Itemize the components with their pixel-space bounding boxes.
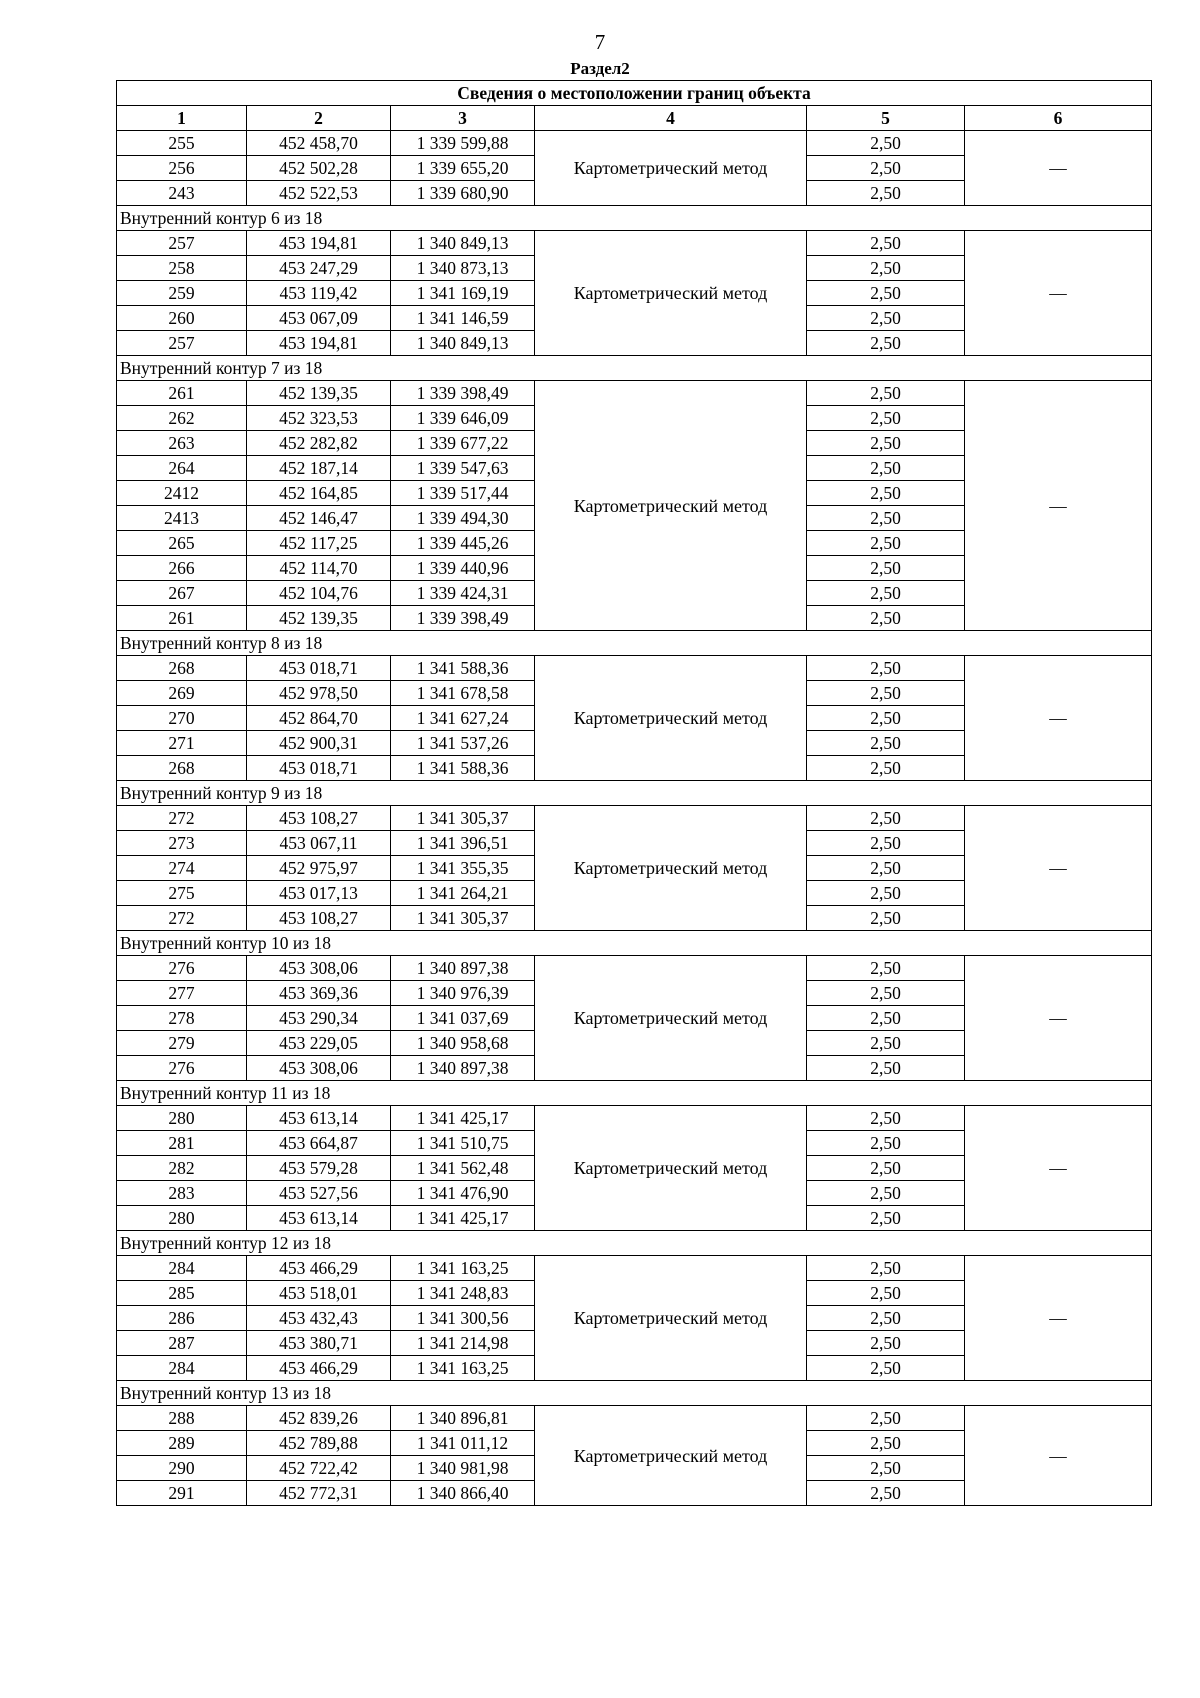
accuracy-cell: 2,50 xyxy=(807,131,965,156)
table-row xyxy=(117,656,1152,681)
point-number-cell: 286 xyxy=(117,1306,247,1331)
coordinate-y-cell: 1 340 958,68 xyxy=(391,1031,535,1056)
coordinate-y-cell: 1 341 169,19 xyxy=(391,281,535,306)
method-cell: Картометрический метод xyxy=(535,381,807,631)
point-number-cell: 264 xyxy=(117,456,247,481)
coordinate-x-cell: 452 114,70 xyxy=(247,556,391,581)
accuracy-cell: 2,50 xyxy=(807,1181,965,1206)
coordinate-x-cell: 453 369,36 xyxy=(247,981,391,1006)
accuracy-cell: 2,50 xyxy=(807,281,965,306)
column-number-row xyxy=(117,106,1152,131)
coordinate-x-cell: 453 432,43 xyxy=(247,1306,391,1331)
table-row xyxy=(117,1106,1152,1131)
contour-header-row xyxy=(117,1231,1152,1256)
accuracy-cell: 2,50 xyxy=(807,531,965,556)
point-number-cell: 256 xyxy=(117,156,247,181)
coordinate-y-cell: 1 341 588,36 xyxy=(391,656,535,681)
accuracy-cell: 2,50 xyxy=(807,1131,965,1156)
coordinate-y-cell: 1 341 425,17 xyxy=(391,1206,535,1231)
coordinate-y-cell: 1 341 305,37 xyxy=(391,806,535,831)
table-caption: Сведения о местоположении границ объекта xyxy=(117,81,1152,106)
accuracy-cell: 2,50 xyxy=(807,806,965,831)
coordinate-y-cell: 1 341 588,36 xyxy=(391,756,535,781)
coordinate-x-cell: 453 518,01 xyxy=(247,1281,391,1306)
coordinate-x-cell: 452 900,31 xyxy=(247,731,391,756)
point-number-cell: 274 xyxy=(117,856,247,881)
accuracy-cell: 2,50 xyxy=(807,1256,965,1281)
coordinate-x-cell: 452 722,42 xyxy=(247,1456,391,1481)
accuracy-cell: 2,50 xyxy=(807,406,965,431)
point-number-cell: 290 xyxy=(117,1456,247,1481)
point-number-cell: 255 xyxy=(117,131,247,156)
coordinate-x-cell: 452 187,14 xyxy=(247,456,391,481)
point-number-cell: 262 xyxy=(117,406,247,431)
column-number-6: 6 xyxy=(965,106,1152,131)
accuracy-cell: 2,50 xyxy=(807,1106,965,1131)
contour-title: Внутренний контур 9 из 18 xyxy=(117,781,1152,806)
coordinate-y-cell: 1 339 677,22 xyxy=(391,431,535,456)
point-number-cell: 258 xyxy=(117,256,247,281)
coordinate-x-cell: 452 978,50 xyxy=(247,681,391,706)
coordinate-y-cell: 1 341 163,25 xyxy=(391,1256,535,1281)
coordinate-y-cell: 1 341 037,69 xyxy=(391,1006,535,1031)
coordinate-y-cell: 1 341 355,35 xyxy=(391,856,535,881)
point-number-cell: 268 xyxy=(117,756,247,781)
table-row xyxy=(117,381,1152,406)
contour-header-row xyxy=(117,931,1152,956)
accuracy-cell: 2,50 xyxy=(807,681,965,706)
column-6-cell: — xyxy=(965,806,1152,931)
method-cell: Картометрический метод xyxy=(535,1256,807,1381)
point-number-cell: 278 xyxy=(117,1006,247,1031)
coordinate-y-cell: 1 340 897,38 xyxy=(391,956,535,981)
accuracy-cell: 2,50 xyxy=(807,481,965,506)
coordinate-x-cell: 452 139,35 xyxy=(247,381,391,406)
coordinate-y-cell: 1 340 849,13 xyxy=(391,231,535,256)
accuracy-cell: 2,50 xyxy=(807,756,965,781)
accuracy-cell: 2,50 xyxy=(807,1206,965,1231)
coordinate-x-cell: 452 139,35 xyxy=(247,606,391,631)
coordinate-y-cell: 1 341 305,37 xyxy=(391,906,535,931)
point-number-cell: 261 xyxy=(117,606,247,631)
accuracy-cell: 2,50 xyxy=(807,331,965,356)
accuracy-cell: 2,50 xyxy=(807,1406,965,1431)
coordinate-x-cell: 452 502,28 xyxy=(247,156,391,181)
coordinate-y-cell: 1 341 562,48 xyxy=(391,1156,535,1181)
point-number-cell: 268 xyxy=(117,656,247,681)
coordinate-x-cell: 452 789,88 xyxy=(247,1431,391,1456)
boundary-coordinates-table xyxy=(116,80,1152,1506)
table-body xyxy=(117,81,1152,1506)
table-row xyxy=(117,1256,1152,1281)
point-number-cell: 275 xyxy=(117,881,247,906)
method-cell: Картометрический метод xyxy=(535,806,807,931)
coordinate-y-cell: 1 341 678,58 xyxy=(391,681,535,706)
accuracy-cell: 2,50 xyxy=(807,956,965,981)
accuracy-cell: 2,50 xyxy=(807,1281,965,1306)
contour-title: Внутренний контур 13 из 18 xyxy=(117,1381,1152,1406)
accuracy-cell: 2,50 xyxy=(807,1356,965,1381)
contour-header-row xyxy=(117,206,1152,231)
coordinate-x-cell: 453 466,29 xyxy=(247,1356,391,1381)
accuracy-cell: 2,50 xyxy=(807,1031,965,1056)
table-row xyxy=(117,956,1152,981)
point-number-cell: 281 xyxy=(117,1131,247,1156)
point-number-cell: 287 xyxy=(117,1331,247,1356)
coordinate-x-cell: 453 067,09 xyxy=(247,306,391,331)
coordinate-y-cell: 1 341 425,17 xyxy=(391,1106,535,1131)
coordinate-x-cell: 452 975,97 xyxy=(247,856,391,881)
point-number-cell: 2413 xyxy=(117,506,247,531)
contour-title: Внутренний контур 6 из 18 xyxy=(117,206,1152,231)
contour-header-row xyxy=(117,1381,1152,1406)
coordinate-x-cell: 452 864,70 xyxy=(247,706,391,731)
accuracy-cell: 2,50 xyxy=(807,506,965,531)
coordinate-y-cell: 1 339 655,20 xyxy=(391,156,535,181)
accuracy-cell: 2,50 xyxy=(807,1056,965,1081)
coordinate-x-cell: 453 229,05 xyxy=(247,1031,391,1056)
coordinate-y-cell: 1 341 248,83 xyxy=(391,1281,535,1306)
point-number-cell: 282 xyxy=(117,1156,247,1181)
point-number-cell: 273 xyxy=(117,831,247,856)
coordinate-x-cell: 453 194,81 xyxy=(247,231,391,256)
column-number-5: 5 xyxy=(807,106,965,131)
coordinate-y-cell: 1 339 517,44 xyxy=(391,481,535,506)
coordinate-y-cell: 1 341 264,21 xyxy=(391,881,535,906)
accuracy-cell: 2,50 xyxy=(807,381,965,406)
coordinate-y-cell: 1 340 981,98 xyxy=(391,1456,535,1481)
coordinate-x-cell: 453 527,56 xyxy=(247,1181,391,1206)
point-number-cell: 257 xyxy=(117,231,247,256)
point-number-cell: 257 xyxy=(117,331,247,356)
point-number-cell: 272 xyxy=(117,806,247,831)
point-number-cell: 276 xyxy=(117,1056,247,1081)
contour-title: Внутренний контур 7 из 18 xyxy=(117,356,1152,381)
coordinate-y-cell: 1 339 547,63 xyxy=(391,456,535,481)
coordinate-x-cell: 453 018,71 xyxy=(247,756,391,781)
contour-header-row xyxy=(117,781,1152,806)
accuracy-cell: 2,50 xyxy=(807,1456,965,1481)
coordinate-x-cell: 452 458,70 xyxy=(247,131,391,156)
coordinate-x-cell: 452 522,53 xyxy=(247,181,391,206)
coordinate-x-cell: 453 613,14 xyxy=(247,1106,391,1131)
coordinate-y-cell: 1 341 011,12 xyxy=(391,1431,535,1456)
coordinate-x-cell: 452 323,53 xyxy=(247,406,391,431)
accuracy-cell: 2,50 xyxy=(807,656,965,681)
coordinate-x-cell: 452 164,85 xyxy=(247,481,391,506)
coordinate-y-cell: 1 341 627,24 xyxy=(391,706,535,731)
coordinate-x-cell: 453 018,71 xyxy=(247,656,391,681)
coordinate-y-cell: 1 341 537,26 xyxy=(391,731,535,756)
point-number-cell: 279 xyxy=(117,1031,247,1056)
coordinate-x-cell: 453 664,87 xyxy=(247,1131,391,1156)
accuracy-cell: 2,50 xyxy=(807,731,965,756)
method-cell: Картометрический метод xyxy=(535,656,807,781)
method-cell: Картометрический метод xyxy=(535,131,807,206)
accuracy-cell: 2,50 xyxy=(807,1331,965,1356)
column-6-cell: — xyxy=(965,1256,1152,1381)
coordinate-x-cell: 453 466,29 xyxy=(247,1256,391,1281)
table-caption-row xyxy=(117,81,1152,106)
contour-title: Внутренний контур 10 из 18 xyxy=(117,931,1152,956)
column-6-cell: — xyxy=(965,956,1152,1081)
coordinate-x-cell: 453 067,11 xyxy=(247,831,391,856)
accuracy-cell: 2,50 xyxy=(807,906,965,931)
coordinate-x-cell: 453 308,06 xyxy=(247,956,391,981)
coordinate-x-cell: 453 194,81 xyxy=(247,331,391,356)
point-number-cell: 280 xyxy=(117,1106,247,1131)
accuracy-cell: 2,50 xyxy=(807,1006,965,1031)
point-number-cell: 243 xyxy=(117,181,247,206)
accuracy-cell: 2,50 xyxy=(807,856,965,881)
accuracy-cell: 2,50 xyxy=(807,231,965,256)
point-number-cell: 272 xyxy=(117,906,247,931)
point-number-cell: 266 xyxy=(117,556,247,581)
coordinate-x-cell: 453 613,14 xyxy=(247,1206,391,1231)
coordinate-x-cell: 453 108,27 xyxy=(247,906,391,931)
accuracy-cell: 2,50 xyxy=(807,456,965,481)
accuracy-cell: 2,50 xyxy=(807,1306,965,1331)
coordinate-x-cell: 453 017,13 xyxy=(247,881,391,906)
column-6-cell: — xyxy=(965,381,1152,631)
accuracy-cell: 2,50 xyxy=(807,1156,965,1181)
point-number-cell: 270 xyxy=(117,706,247,731)
point-number-cell: 285 xyxy=(117,1281,247,1306)
point-number-cell: 260 xyxy=(117,306,247,331)
coordinate-x-cell: 453 579,28 xyxy=(247,1156,391,1181)
point-number-cell: 263 xyxy=(117,431,247,456)
coordinate-y-cell: 1 341 163,25 xyxy=(391,1356,535,1381)
point-number-cell: 280 xyxy=(117,1206,247,1231)
method-cell: Картометрический метод xyxy=(535,1106,807,1231)
point-number-cell: 261 xyxy=(117,381,247,406)
page-number: 7 xyxy=(594,30,606,54)
column-number-1: 1 xyxy=(117,106,247,131)
accuracy-cell: 2,50 xyxy=(807,156,965,181)
contour-title: Внутренний контур 12 из 18 xyxy=(117,1231,1152,1256)
coordinate-y-cell: 1 341 146,59 xyxy=(391,306,535,331)
point-number-cell: 284 xyxy=(117,1356,247,1381)
coordinate-y-cell: 1 340 976,39 xyxy=(391,981,535,1006)
coordinate-y-cell: 1 339 646,09 xyxy=(391,406,535,431)
column-6-cell: — xyxy=(965,1106,1152,1231)
point-number-cell: 2412 xyxy=(117,481,247,506)
coordinate-y-cell: 1 340 897,38 xyxy=(391,1056,535,1081)
method-cell: Картометрический метод xyxy=(535,1406,807,1506)
accuracy-cell: 2,50 xyxy=(807,431,965,456)
coordinate-y-cell: 1 341 300,56 xyxy=(391,1306,535,1331)
method-cell: Картометрический метод xyxy=(535,231,807,356)
coordinate-y-cell: 1 341 396,51 xyxy=(391,831,535,856)
point-number-cell: 289 xyxy=(117,1431,247,1456)
accuracy-cell: 2,50 xyxy=(807,306,965,331)
coordinate-y-cell: 1 339 680,90 xyxy=(391,181,535,206)
coordinate-x-cell: 453 308,06 xyxy=(247,1056,391,1081)
coordinate-y-cell: 1 341 510,75 xyxy=(391,1131,535,1156)
point-number-cell: 283 xyxy=(117,1181,247,1206)
coordinate-y-cell: 1 339 445,26 xyxy=(391,531,535,556)
coordinate-x-cell: 452 839,26 xyxy=(247,1406,391,1431)
accuracy-cell: 2,50 xyxy=(807,706,965,731)
section-title: Раздел2 xyxy=(570,59,630,78)
accuracy-cell: 2,50 xyxy=(807,556,965,581)
table-row xyxy=(117,231,1152,256)
coordinate-x-cell: 452 772,31 xyxy=(247,1481,391,1506)
coordinate-y-cell: 1 339 398,49 xyxy=(391,606,535,631)
accuracy-cell: 2,50 xyxy=(807,581,965,606)
point-number-cell: 267 xyxy=(117,581,247,606)
coordinate-x-cell: 452 282,82 xyxy=(247,431,391,456)
column-number-4: 4 xyxy=(535,106,807,131)
contour-header-row xyxy=(117,631,1152,656)
coordinate-y-cell: 1 340 896,81 xyxy=(391,1406,535,1431)
coordinate-x-cell: 452 146,47 xyxy=(247,506,391,531)
coordinate-y-cell: 1 341 214,98 xyxy=(391,1331,535,1356)
accuracy-cell: 2,50 xyxy=(807,981,965,1006)
table-row xyxy=(117,1406,1152,1431)
table-row xyxy=(117,806,1152,831)
coordinate-y-cell: 1 339 599,88 xyxy=(391,131,535,156)
column-6-cell: — xyxy=(965,231,1152,356)
point-number-cell: 259 xyxy=(117,281,247,306)
accuracy-cell: 2,50 xyxy=(807,1481,965,1506)
column-6-cell: — xyxy=(965,131,1152,206)
point-number-cell: 284 xyxy=(117,1256,247,1281)
point-number-cell: 265 xyxy=(117,531,247,556)
coordinate-x-cell: 453 247,29 xyxy=(247,256,391,281)
column-number-2: 2 xyxy=(247,106,391,131)
contour-header-row xyxy=(117,1081,1152,1106)
contour-title: Внутренний контур 8 из 18 xyxy=(117,631,1152,656)
point-number-cell: 269 xyxy=(117,681,247,706)
coordinate-y-cell: 1 340 866,40 xyxy=(391,1481,535,1506)
column-6-cell: — xyxy=(965,656,1152,781)
column-number-3: 3 xyxy=(391,106,535,131)
point-number-cell: 276 xyxy=(117,956,247,981)
accuracy-cell: 2,50 xyxy=(807,181,965,206)
coordinate-x-cell: 453 108,27 xyxy=(247,806,391,831)
coordinate-x-cell: 453 290,34 xyxy=(247,1006,391,1031)
point-number-cell: 277 xyxy=(117,981,247,1006)
point-number-cell: 291 xyxy=(117,1481,247,1506)
contour-title: Внутренний контур 11 из 18 xyxy=(117,1081,1152,1106)
point-number-cell: 288 xyxy=(117,1406,247,1431)
coordinate-y-cell: 1 340 849,13 xyxy=(391,331,535,356)
method-cell: Картометрический метод xyxy=(535,956,807,1081)
table-row xyxy=(117,131,1152,156)
point-number-cell: 271 xyxy=(117,731,247,756)
accuracy-cell: 2,50 xyxy=(807,1431,965,1456)
accuracy-cell: 2,50 xyxy=(807,606,965,631)
column-6-cell: — xyxy=(965,1406,1152,1506)
accuracy-cell: 2,50 xyxy=(807,881,965,906)
coordinate-x-cell: 452 104,76 xyxy=(247,581,391,606)
coordinate-y-cell: 1 341 476,90 xyxy=(391,1181,535,1206)
coordinate-y-cell: 1 339 494,30 xyxy=(391,506,535,531)
coordinate-y-cell: 1 339 398,49 xyxy=(391,381,535,406)
coordinate-x-cell: 452 117,25 xyxy=(247,531,391,556)
coordinate-x-cell: 453 119,42 xyxy=(247,281,391,306)
coordinate-y-cell: 1 340 873,13 xyxy=(391,256,535,281)
accuracy-cell: 2,50 xyxy=(807,831,965,856)
coordinate-x-cell: 453 380,71 xyxy=(247,1331,391,1356)
accuracy-cell: 2,50 xyxy=(807,256,965,281)
coordinate-y-cell: 1 339 424,31 xyxy=(391,581,535,606)
coordinate-y-cell: 1 339 440,96 xyxy=(391,556,535,581)
contour-header-row xyxy=(117,356,1152,381)
